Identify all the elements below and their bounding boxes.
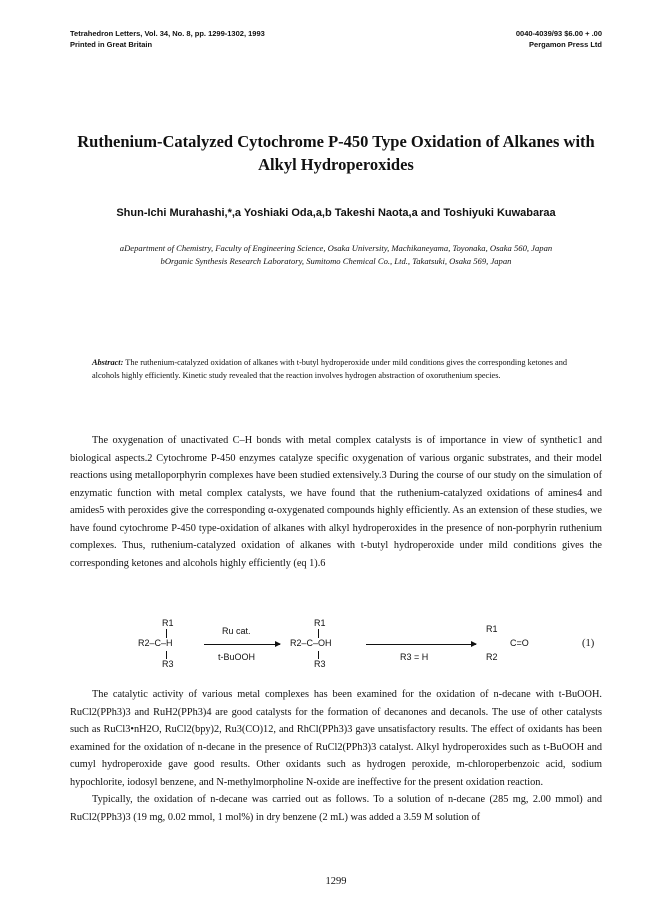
paragraph-2: The catalytic activity of various metal complexes has been examined for the oxidation of n-decane with t-BuOOH. RuCl2(PPh3)3 and RuH2(PPh3)4 are good catalysts for the formation of decanones and decanols. The use of other catalysts such as RuCl3•nH2O, RuCl2(bpy)2, Ru3(CO)12, and RhCl(PPh3)3 gave unsatisfactory results. The effect of oxidants has been examined for the oxidation of n-decane in the presence of RuCl2(PPh3)3 catalyst. Alkyl hydroperoxides such as t-BuOOH and cumyl hydroperoxide gave good results. Other oxidants such as hydrogen peroxide, m-chloroperbenzoic acid, sodium hypochlorite, iodosyl benzene, and N-methylmorpholine N-oxide are ineffective for the present oxidation reaction.	[70, 689, 602, 788]
ketone-r2: R2	[486, 652, 498, 662]
abstract	[92, 356, 582, 382]
reactant-r1: R1	[162, 618, 174, 628]
title-line-2: Alkyl Hydroperoxides	[258, 155, 414, 174]
oxidant-label: t-BuOOH	[218, 652, 256, 662]
condition-label: R3 = H	[400, 652, 429, 662]
paragraph-1: The oxygenation of unactivated C–H bonds with metal complex catalysts is of importance in view of synthetic1 and biological aspects.2 Cytochrome P-450 enzymes catalyze specific oxygenation of various organic substrates, and their model reactions using metalloporphyrin complexes have been studied extensively.3 During the course of our study on the simulation of enzymatic function with metal complex catalysts, we have found that the ruthenium-catalyzed oxidations of amines4 and amides5 with peroxides give the corresponding α-oxygenated compounds highly efficiently. As an extension of these studies, we have found cytochrome P-450 type-oxidation of alkanes with alkyl hydroperoxides in the presence of non-porphyrin ruthenium complexes. Thus, ruthenium-catalyzed oxidation of alkanes with t-butyl hydroperoxide under mild conditions gives the corresponding ketones and alcohols highly efficiently (eq 1).6	[70, 435, 602, 569]
intro-paragraph	[70, 432, 602, 572]
equation-number: (1)	[582, 638, 595, 649]
alcohol-r3: R3	[314, 659, 326, 669]
printed-in: Printed in Great Britain	[70, 40, 153, 49]
paper-title	[60, 130, 612, 176]
issn-price: 0040-4039/93 $6.00 + .00	[515, 29, 602, 38]
affiliation-b: bOrganic Synthesis Research Laboratory, Sumitomo Chemical Co., Ltd., Takatsuki, Osaka 569, Japan	[160, 256, 512, 266]
reactant-bond-bottom	[166, 651, 167, 659]
affiliation-a: aDepartment of Chemistry, Faculty of Engineering Science, Osaka University, Machikaneyama, Toyonaka, Osaka 560, Japan	[119, 243, 553, 253]
ketone-core: C=O	[510, 638, 529, 648]
journal-header	[70, 28, 265, 50]
publisher-header	[516, 28, 602, 50]
alcohol-r1: R1	[314, 618, 326, 628]
page-number: 1299	[325, 876, 347, 887]
publisher: Pergamon Press Ltd	[529, 40, 602, 49]
paragraph-3: Typically, the oxidation of n-decane was carried out as follows. To a solution of n-decane (285 mg, 2.00 mmol) and RuCl2(PPh3)3 (19 mg, 0.02 mmol, 1 mol%) in dry benzene (2 mL) was added a 3.59 M solution of	[70, 794, 602, 823]
reactant-bond-top	[166, 629, 167, 638]
catalyst-label: Ru cat.	[222, 626, 251, 636]
title-line-1: Ruthenium-Catalyzed Cytochrome P-450 Type Oxidation of Alkanes with	[77, 132, 595, 151]
authors: Shun-Ichi Murahashi,*,a Yoshiaki Oda,a,b Takeshi Naota,a and Toshiyuki Kuwabaraa	[116, 207, 556, 219]
ketone-r1: R1	[486, 624, 498, 634]
alcohol-core: R2–C–OH	[290, 638, 332, 648]
reactant-r3: R3	[162, 659, 174, 669]
reaction-arrow-1	[204, 644, 280, 645]
reaction-arrow-2	[366, 644, 476, 645]
reactant-core: R2–C–H	[138, 638, 173, 648]
reaction-scheme	[70, 618, 602, 680]
affiliations	[60, 242, 612, 268]
results-paragraphs	[70, 686, 602, 826]
abstract-text: The ruthenium-catalyzed oxidation of alkanes with t-butyl hydroperoxide under mild conditions gives the corresponding ketones and alcohols highly efficiently. Kinetic study revealed that the reaction involves hydrogen abstraction of oxoruthenium species.	[92, 358, 567, 380]
abstract-label: Abstract:	[92, 358, 124, 367]
alcohol-bond-top	[318, 629, 319, 638]
alcohol-bond-bottom	[318, 651, 319, 659]
journal-citation: Tetrahedron Letters, Vol. 34, No. 8, pp. 1299-1302, 1993	[70, 29, 265, 38]
